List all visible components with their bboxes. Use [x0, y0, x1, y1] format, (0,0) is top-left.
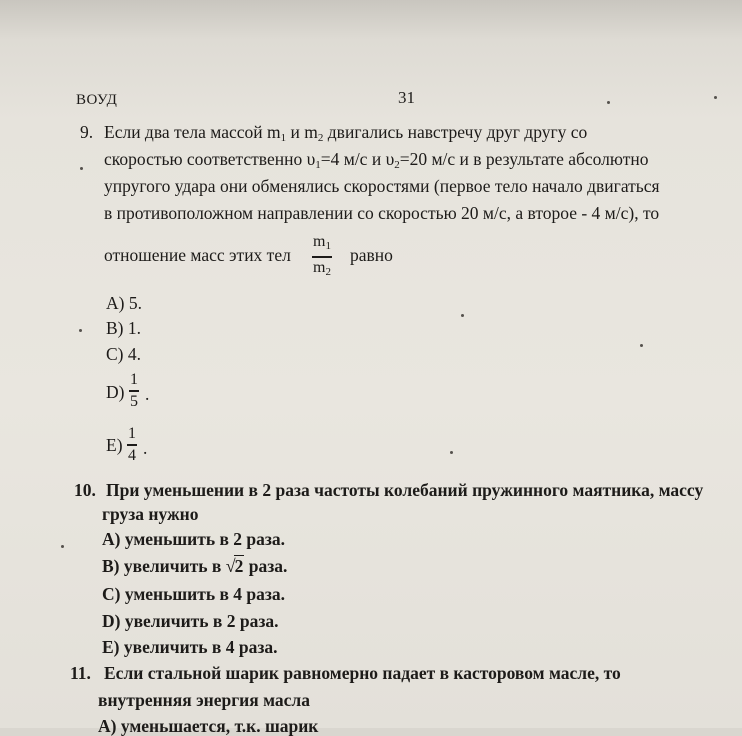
- paper-speck: [714, 96, 717, 99]
- answer-option-c[interactable]: C) уменьшить в 4 раза.: [102, 584, 286, 604]
- paper-speck: [461, 314, 464, 317]
- paper-speck: [61, 545, 64, 548]
- question-text-line: груза нужно: [102, 504, 199, 524]
- question-text-line: Если стальной шарик равномерно падает в касторовом масле, то: [104, 663, 621, 683]
- paper-speck: [450, 451, 453, 454]
- answer-option-b[interactable]: B) увеличить в √2 раза.: [102, 556, 288, 576]
- question-number: 11.: [70, 663, 91, 683]
- page-number: 31: [398, 88, 415, 107]
- paper-speck: [79, 329, 82, 332]
- header-title: ВОУД: [76, 92, 118, 108]
- question-number: 9.: [80, 122, 94, 142]
- mass-ratio-fraction: $m_1$ $m_2$: [313, 233, 331, 278]
- question-text-line: упругого удара они обменялись скоростями (первое тело начало двигаться: [104, 176, 660, 196]
- question-text-line: внутренняя энергия масла: [98, 690, 310, 710]
- question-number: 10.: [74, 480, 96, 500]
- answer-option-a[interactable]: A) 5.: [106, 293, 142, 313]
- answer-option-e[interactable]: E) увеличить в 4 раза.: [102, 637, 278, 657]
- answer-option-d[interactable]: D) увеличить в 2 раза.: [102, 611, 279, 631]
- answer-option-a-partial[interactable]: A) уменьшается, т.к. шарик: [98, 716, 319, 736]
- fraction-one-fourth: 1 4: [128, 425, 136, 464]
- paper-speck: [640, 344, 643, 347]
- question-text-line: отношение масс этих тел: [104, 245, 291, 265]
- paper-speck: [80, 167, 83, 170]
- question-text-line: равно: [350, 245, 393, 265]
- book-page: ВОУД 31 9. Если два тела массой $m_1$ и $m_2$ двигались навстречу друг другу со скоростью соответственно $\upsilon_1=4$ м/с и $\upsilon_2=20$ м/с и в результате абсолютно упругого удара они обменялись скоростями (первое тело начало двигаться в противоположном направлении со скоростью 20 м/с, а второе - 4 м/с), то отношение масс этих тел $m_1$ $m_2$ равно A) 5. B) 1. C) 4. D) 1 5 . E) 1 4 . 10. При уменьшении в 2 раза частоты колебаний пружинного маятника, массу груза нужно A) уменьшить в 2 раза. B) увеличить в √2 раза. C) уменьшить в 4 раза. D) увеличить в 2 раза. E) увеличить в 4 раза. 11. Если стальной шарик равномерно падает в касторовом масле, то внутренняя энергия масла A) уменьшается, т.к. шарик: [0, 0, 742, 728]
- question-text-line: Если два тела массой $m_1$ и $m_2$ двигались навстречу друг другу со: [104, 122, 588, 144]
- paper-speck: [607, 101, 610, 104]
- fraction-one-fifth: 1 5: [130, 371, 138, 410]
- question-text-line: скоростью соответственно $\upsilon_1=4$ м/с и $\upsilon_2=20$ м/с и в результате абсолютно: [104, 149, 649, 171]
- question-text-line: в противоположном направлении со скоростью 20 м/с, а второе - 4 м/с), то: [104, 203, 660, 223]
- answer-option-a[interactable]: A) уменьшить в 2 раза.: [102, 529, 286, 549]
- square-root-two: √2: [225, 556, 244, 576]
- answer-option-b[interactable]: B) 1.: [106, 318, 141, 338]
- question-text-line: При уменьшении в 2 раза частоты колебаний пружинного маятника, массу: [106, 480, 704, 500]
- answer-option-c[interactable]: C) 4.: [106, 344, 141, 364]
